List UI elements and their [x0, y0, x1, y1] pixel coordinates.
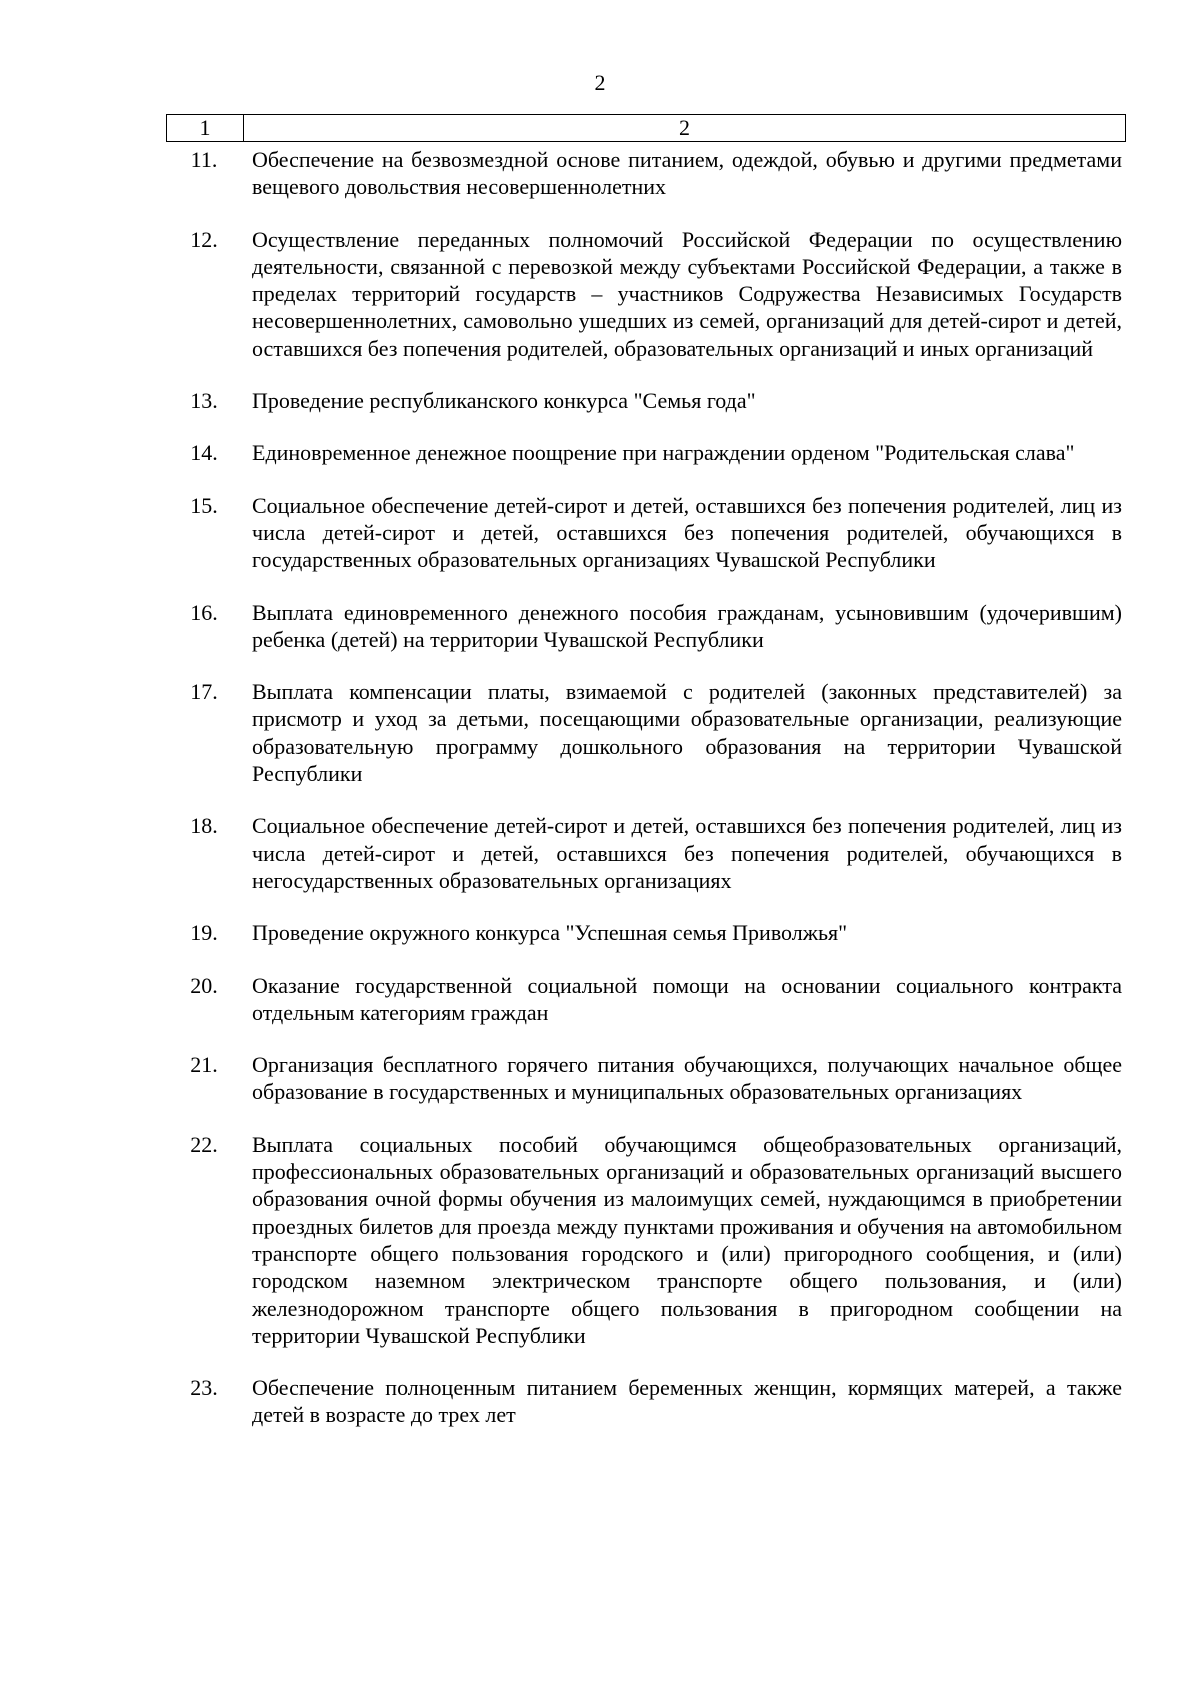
- list-item: [166, 226, 1126, 362]
- item-number: 20.: [190, 972, 218, 998]
- item-text: Оказание государственной социальной помощи на основании социального контракта отдельным категориям граждан: [252, 972, 1122, 1025]
- item-number: 22.: [190, 1131, 218, 1157]
- list-item: [166, 1374, 1126, 1429]
- item-text: Обеспечение на безвозмездной основе питанием, одеждой, обувью и другими предметами вещевого довольствия несовершеннолетних: [252, 147, 1122, 200]
- item-text: Организация бесплатного горячего питания обучающихся, получающих начальное общее образование в государственных и муниципальных образовательных организациях: [252, 1052, 1122, 1105]
- items-list: [166, 146, 1126, 1429]
- list-item: [166, 387, 1126, 414]
- list-item: [166, 812, 1126, 894]
- item-number: 21.: [190, 1052, 218, 1078]
- item-text: Выплата компенсации платы, взимаемой с родителей (законных представителей) за присмотр и уход за детьми, посещающими образовательные организации, реализующие образовательную программу дошкольного образования на территории Чувашской Республики: [252, 679, 1122, 787]
- table-header-col1: 1: [167, 115, 244, 141]
- page-number: 2: [594, 70, 606, 95]
- item-number: 14.: [190, 440, 218, 466]
- table-header-row: [166, 114, 1126, 142]
- list-item: [166, 972, 1126, 1027]
- item-text: Проведение республиканского конкурса "Семья года": [252, 388, 756, 414]
- list-item: [166, 492, 1126, 574]
- item-text: Единовременное денежное поощрение при награждении орденом "Родительская слава": [252, 440, 1075, 466]
- list-item: [166, 678, 1126, 787]
- item-number: 23.: [190, 1375, 218, 1401]
- item-text: Обеспечение полноценным питанием беременных женщин, кормящих матерей, а также детей в возрасте до трех лет: [252, 1375, 1122, 1428]
- item-number: 15.: [190, 492, 218, 518]
- list-item: [166, 1131, 1126, 1349]
- item-number: 16.: [190, 599, 218, 625]
- list-item: [166, 919, 1126, 946]
- item-text: Осуществление переданных полномочий Российской Федерации по осуществлению деятельности, связанной с перевозкой между субъектами Российской Федерации, а также в пределах территорий государств – участников Содружества Независимых Государств несовершеннолетних, самовольно ушедших из семей, организаций для детей-сирот и детей, оставшихся без попечения родителей, образовательных организаций и иных организаций: [252, 226, 1122, 361]
- item-number: 17.: [190, 679, 218, 705]
- list-item: [166, 439, 1126, 466]
- item-text: Проведение окружного конкурса "Успешная семья Приволжья": [252, 920, 848, 946]
- item-number: 19.: [190, 920, 218, 946]
- list-item: [166, 1051, 1126, 1106]
- item-number: 11.: [190, 147, 218, 172]
- item-number: 18.: [190, 813, 218, 839]
- item-text: Социальное обеспечение детей-сирот и детей, оставшихся без попечения родителей, лиц из числа детей-сирот и детей, оставшихся без попечения родителей, обучающихся в государственных образовательных организациях Чувашской Республики: [252, 492, 1122, 573]
- list-item: [166, 599, 1126, 654]
- item-number: 12.: [190, 226, 218, 252]
- item-text: Выплата единовременного денежного пособия гражданам, усыновившим (удочерившим) ребенка (детей) на территории Чувашской Республики: [252, 599, 1122, 652]
- list-item: [166, 146, 1126, 201]
- item-text: Социальное обеспечение детей-сирот и детей, оставшихся без попечения родителей, лиц из числа детей-сирот и детей, оставшихся без попечения родителей, обучающихся в негосударственных образовательных организациях: [252, 813, 1122, 893]
- item-text: Выплата социальных пособий обучающимся общеобразовательных организаций, профессиональных образовательных организаций и образовательных организаций высшего образования очной формы обучения из малоимущих семей, нуждающимся в приобретении проездных билетов для проезда между пунктами проживания и обучения на автомобильном транспорте общего пользования городского и (или) пригородного сообщения, и (или) городском наземном электрическом транспорте общего пользования, и (или) железнодорожном транспорте общего пользования в пригородном сообщении на территории Чувашской Республики: [252, 1131, 1122, 1348]
- table-header-col2: 2: [679, 115, 690, 140]
- item-number: 13.: [190, 388, 218, 414]
